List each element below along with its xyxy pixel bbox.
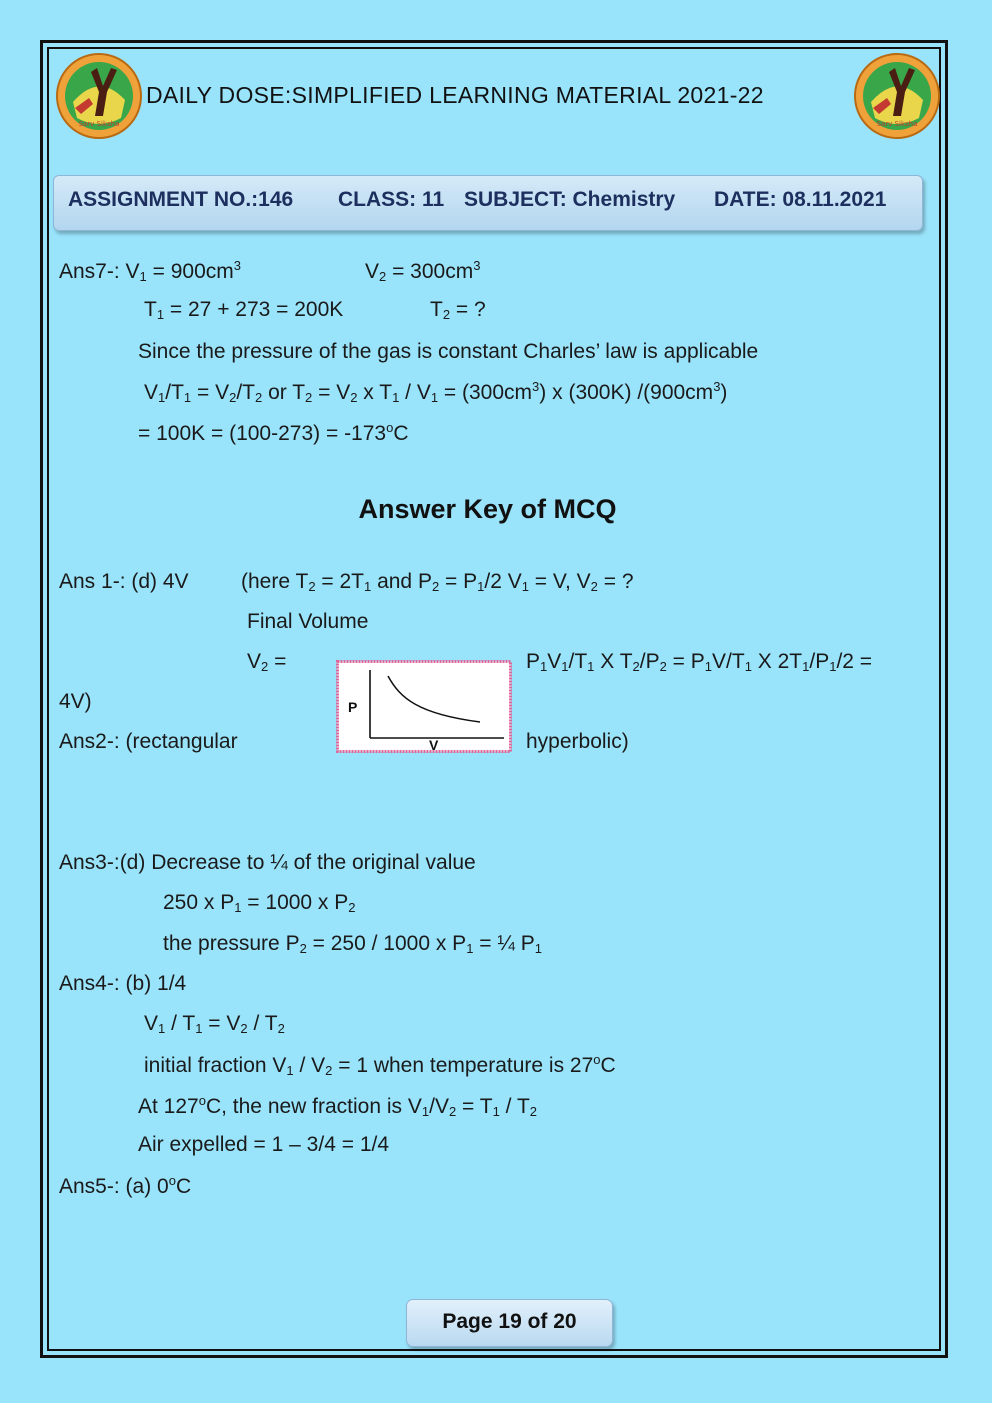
- ans1-given: (here $T_2 = 2T_1$ and $P_2 = P_1/2$ $V_1 = V$, $V_2$ = ?: [241, 570, 634, 594]
- ans3-eq2: the pressure $P_2 = 250 / 1000$ x $P_1$ = ¼ $P_1$: [163, 932, 542, 956]
- school-logo-right: [853, 52, 941, 140]
- assignment-number: ASSIGNMENT NO.:146: [68, 188, 294, 211]
- logo-text-right: Sarv Siksha: [876, 120, 918, 128]
- ans4-air-expelled: Air expelled = 1 – 3/4 = 1/4: [138, 1133, 390, 1156]
- date-label: DATE: 08.11.2021: [714, 188, 887, 211]
- school-logo-left: [55, 52, 143, 140]
- answer-key-heading: Answer Key of MCQ: [358, 494, 617, 524]
- ans1-label: Ans 1-: (d) 4V: [59, 570, 189, 593]
- ans3-label: Ans3-:(d) Decrease to ¼ of the original value: [59, 851, 476, 874]
- ans7-result: = $100K = (100-273) = -173^oC$: [138, 420, 409, 445]
- pv-graph: [336, 660, 512, 753]
- ans4-new-fraction: At 127$^o$C, the new fraction is $V_1/V_2 = T_1 / T_2$: [138, 1093, 538, 1119]
- assignment-bar: [53, 175, 923, 231]
- page-number-badge: Page 19 of 20: [406, 1299, 613, 1347]
- ans1-final-volume: Final Volume: [247, 610, 369, 633]
- graph-y-label: P: [348, 699, 358, 715]
- ans7-formula: $V_1/T_1 = V_2/T_2$ or $T_2 = V_2$ x $T_1 / V_1 = (300cm^3)$ x (300K) $/(900cm^3)$: [144, 379, 728, 405]
- ans7-v2: $V_2 = 300cm^3$: [365, 258, 481, 284]
- subject-label: SUBJECT: Chemistry: [464, 188, 676, 211]
- ans4-eq: $V_1 / T_1 = V_2 / T_2$: [144, 1012, 285, 1036]
- ans2-label: Ans2-: (rectangular: [59, 730, 238, 753]
- ans5-label: Ans5-: (a) 0$^o$C: [59, 1173, 192, 1198]
- ans4-label: Ans4-: (b) 1/4: [59, 972, 187, 995]
- ans1-tail: 4V): [59, 690, 92, 713]
- ans1-derivation: $P_1V_1/T_1$ X $T_2/P_2 = P_1V/T_1$ X $2T_1/P_1/2$ =: [526, 650, 873, 674]
- class-label: CLASS: 11: [338, 188, 445, 211]
- ans2-right: hyperbolic): [526, 730, 629, 753]
- ans4-initial: initial fraction $V_1 / V_2 = 1$ when temperature is 27$^o$C: [144, 1052, 616, 1078]
- logo-text-left: Sarv Siksha: [78, 120, 120, 128]
- document-title: DAILY DOSE:SIMPLIFIED LEARNING MATERIAL 2021-22: [146, 82, 764, 108]
- ans7-t2: $T_2$ = ?: [430, 298, 486, 322]
- ans7-statement: Since the pressure of the gas is constant Charles’ law is applicable: [138, 340, 759, 363]
- ans1-v2: $V_2$ =: [247, 650, 287, 674]
- ans7-t1: $T_1 = 27 + 273 = 200K$: [144, 298, 344, 322]
- ans3-eq1: 250 x $P_1 = 1000$ x $P_2$: [163, 891, 356, 915]
- graph-x-label: V: [429, 737, 439, 753]
- ans7-line-1: Ans7-: $V_1 = 900cm^3$: [59, 258, 241, 284]
